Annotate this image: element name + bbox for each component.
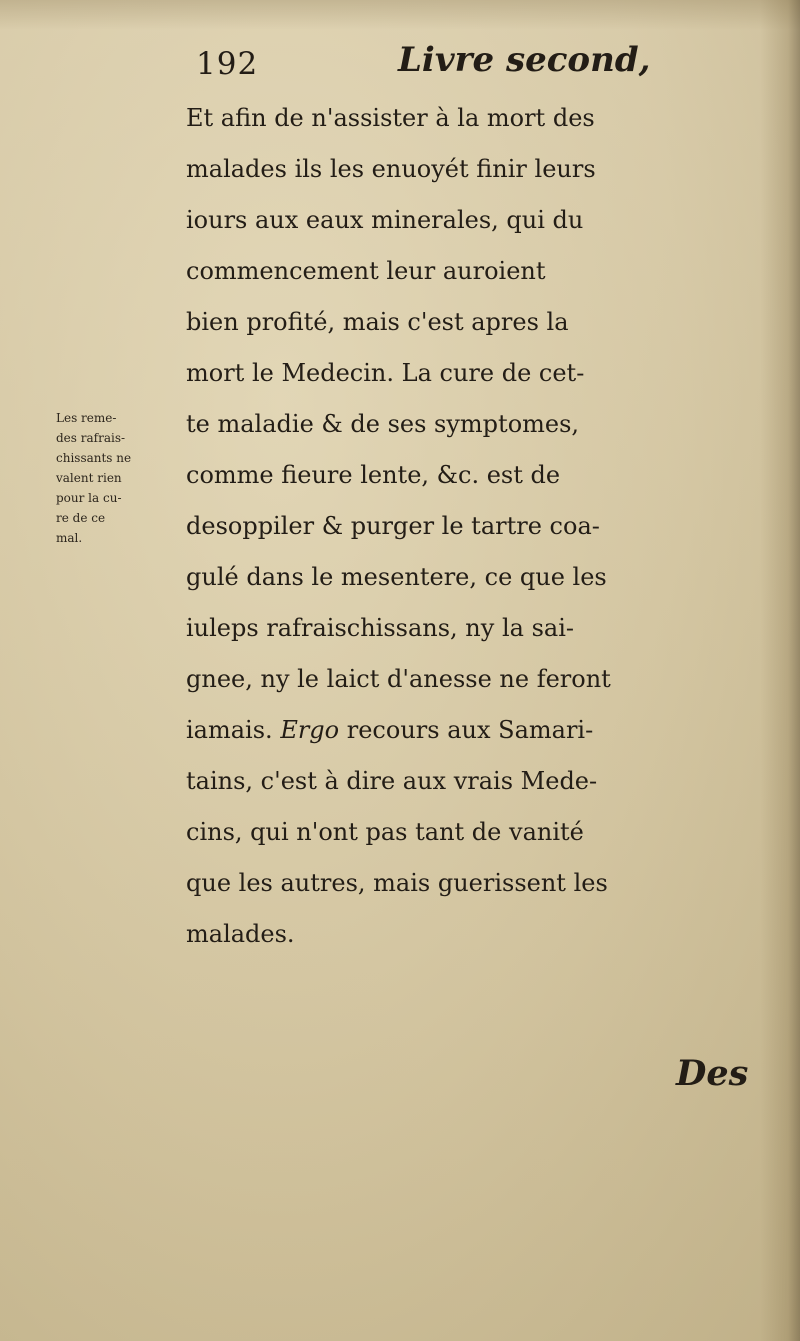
text-line: iamais. Ergo recours aux Samari- xyxy=(186,716,594,744)
text-line: Et afin de n'assister à la mort des xyxy=(186,104,595,132)
text-line: comme fieure lente, &c. est de xyxy=(186,461,561,489)
text-line: te maladie & de ses symptomes, xyxy=(186,410,580,438)
page-header xyxy=(190,40,651,90)
page-shadow-top xyxy=(0,0,800,30)
running-head: Livre second, xyxy=(398,40,651,80)
text-line: commencement leur auroient xyxy=(186,257,546,285)
text-line: desoppiler & purger le tartre coa- xyxy=(186,512,600,540)
text-line: iours aux eaux minerales, qui du xyxy=(186,206,584,234)
text-line: iuleps rafraischissans, ny la sai- xyxy=(186,614,574,642)
catchword: Des xyxy=(676,1053,749,1094)
margin-note-line: des rafrais- xyxy=(56,431,126,445)
text-line: cins, qui n'ont pas tant de vanité xyxy=(186,818,584,846)
margin-note-line: chissants ne xyxy=(56,451,132,465)
margin-note-line: re de ce xyxy=(56,511,106,525)
text-line: gulé dans le mesentere, ce que les xyxy=(186,563,607,591)
text-line: bien profité, mais c'est apres la xyxy=(186,308,569,336)
marginal-note xyxy=(56,408,186,548)
text-line: tains, c'est à dire aux vrais Mede- xyxy=(186,767,598,795)
text-line: que les autres, mais guerissent les xyxy=(186,869,608,897)
bleed-through-text xyxy=(230,1000,241,1040)
text-line: gnee, ny le laict d'anesse ne feront xyxy=(186,665,611,693)
page-number: 192 xyxy=(196,46,259,82)
main-text-block xyxy=(186,93,766,960)
italic-word: Ergo xyxy=(280,716,340,744)
margin-note-line: mal. xyxy=(56,531,83,545)
text-line: malades ils les enuoyét finir leurs xyxy=(186,155,596,183)
text-line: malades. xyxy=(186,920,295,948)
text-line: mort le Medecin. La cure de cet- xyxy=(186,359,585,387)
margin-note-line: valent rien xyxy=(56,471,122,485)
margin-note-line: pour la cu- xyxy=(56,491,122,505)
page-shadow-right xyxy=(760,0,800,1341)
margin-note-line: Les reme- xyxy=(56,411,117,425)
